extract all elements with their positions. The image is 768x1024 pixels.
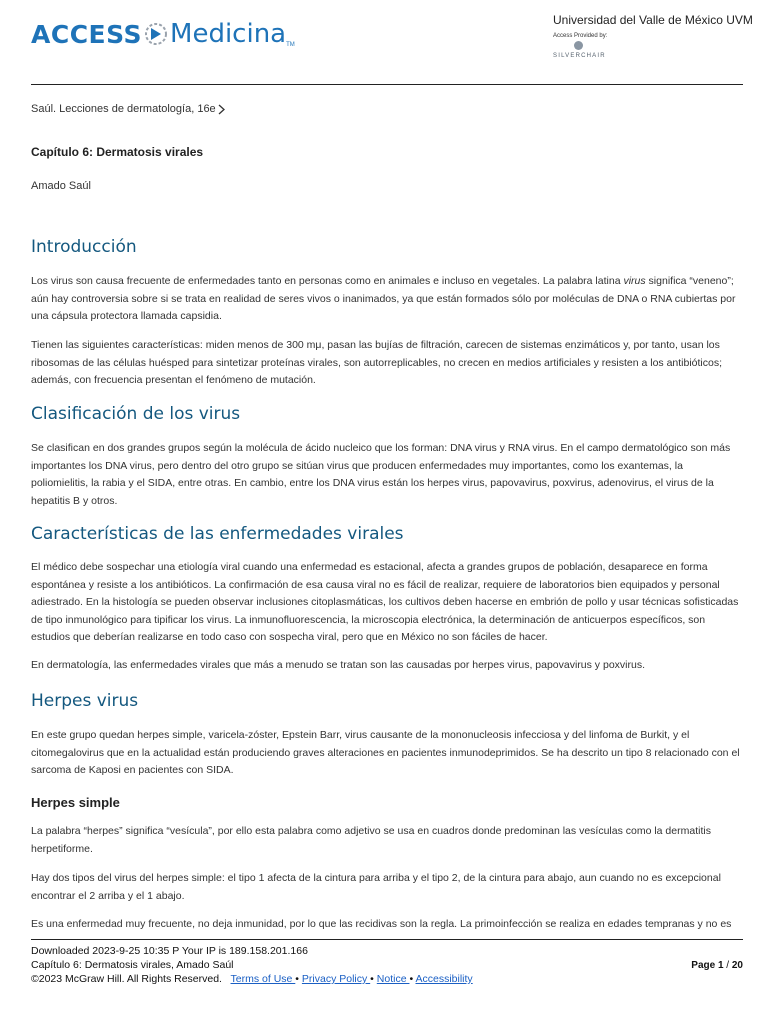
silverchair-globe-icon [574,41,583,50]
access-provided-by-label: Access Provided by: [553,33,608,39]
page-label: Page 1 [691,960,724,971]
accessibility-link[interactable]: Accessibility [415,973,473,985]
page-number [691,960,743,971]
author-name: Amado Saúl [31,180,91,192]
privacy-policy-link[interactable]: Privacy Policy [301,973,371,985]
footer-divider [31,939,743,940]
page-total: 20 [731,960,743,971]
paragraph: Es una enfermedad muy frecuente, no deja inmunidad, por lo que las recidivas son la regla. La primoinfección se realiza en edades tempranas y no es [31,918,732,930]
subsection-heading-herpes-simple: Herpes simple [31,795,120,810]
citation-text: Capítulo 6: Dermatosis virales, Amado Saúl [31,959,234,971]
paragraph: El médico debe sospechar una etiología viral cuando una enfermedad es estacional, afecta a grandes grupos de población, desaparece en forma espontánea y resiste a los antibióticos. La confirmación de esa causa viral no es fácil de realizar, requiere de laboratorios bien equipados y personal adiestrado. En la histología se pueden observar inclusiones citoplasmáticas, los cultivos deben hacerse en embrión de pollo y usar técnicas sofisticadas de tipo inmunológico para tipificar los virus. La inmunofluorescencia, la microscopia electrónica, la determinación de anticuerpos específicos, son estudios que deberían realizarse en todo caso con sospecha viral, pero que en México no son fáciles de hacer. [31,561,739,643]
logo-trademark: TM [286,42,295,48]
logo-access-text: ACCESS [31,19,143,49]
breadcrumb-book-title[interactable]: Saúl. Lecciones de dermatología, 16e [31,103,216,115]
logo-medicina-text: Medicina [170,19,287,49]
paragraph-text: significa “veneno”; aún hay controversia sobre si se trata en realidad de seres vivos o inanimados, ya que están formados sólo por moléculas de DNA o RNA cubiertas por una cápsula protectora llamada capsidia. [31,275,736,322]
bullet-separator: • [295,973,299,985]
paragraph: En dermatología, las enfermedades virales que más a menudo se tratan son las causadas por herpes virus, papovavirus y poxvirus. [31,659,645,671]
section-heading-herpes-virus: Herpes virus [31,691,139,711]
chapter-title: Capítulo 6: Dermatosis virales [31,145,204,159]
paragraph [31,273,743,326]
page-header [0,0,768,85]
section-heading-caracteristicas: Características de las enfermedades virales [31,524,404,544]
paragraph-text: Los virus son causa frecuente de enfermedades tanto en personas como en animales e incluso en vegetales. La palabra latina [31,275,624,287]
bullet-separator: • [409,973,414,985]
header-divider [31,84,743,85]
paragraph: Tienen las siguientes características: miden menos de 300 mμ, pasan las bujías de filtración, carecen de sistemas enzimáticos y, por tanto, usan los ribosomas de las células huésped para sintetizar proteínas virales, son autorreplicables, no crecen en medios artificiales y resisten a los antibióticos; además, con frecuencia presentan el fenómeno de mutación. [31,339,723,386]
paragraph: En este grupo quedan herpes simple, varicela-zóster, Epstein Barr, virus causante de la mononucleosis infecciosa y del linfoma de Burkit, y el citomegalovirus que en la actualidad están produciendo graves alteraciones en pacientes inmunodeprimidos. Se ha descrito un tipo 8 relacionado con el sarcoma de Kaposi en pacientes con SIDA. [31,729,740,776]
silverchair-logo: SILVERCHAIR [553,53,606,59]
download-info: Downloaded 2023-9-25 10:35 P Your IP is 189.158.201.166 [31,945,308,957]
emphasis-text: virus [623,275,646,287]
paragraph: Hay dos tipos del virus del herpes simple: el tipo 1 afecta de la cintura para arriba y el tipo 2, de la cintura para abajo, aun cuando no es excepcional encontrar el 2 arriba y el 1 abajo. [31,872,721,902]
chevron-right-icon [218,104,225,115]
section-heading-introduccion: Introducción [31,237,137,257]
institution-name: Universidad del Valle de México UVM [553,13,753,27]
breadcrumb[interactable] [31,103,225,115]
copyright-line [31,972,743,986]
copyright-text: ©2023 McGraw Hill. All Rights Reserved. [31,973,222,985]
logo-gear-icon [144,22,168,46]
paragraph: Se clasifican en dos grandes grupos según la molécula de ácido nucleico que los forman: DNA virus y RNA virus. En el campo dermatológico son más importantes los DNA virus, pero dentro del otro grupo se sitúan virus que producen enfermedades muy importantes, como los exantemas, la poliomielitis, la rabia y el SIDA, entre otras. En cambio, entre los DNA virus están los herpes virus, papovavirus, poxvirus, adenovirus, el virus de la hepatitis B y otros. [31,442,731,507]
paragraph: La palabra “herpes” significa “vesícula”, por ello esta palabra como adjetivo se usa en cuadros donde predominan las vesículas como la dermatitis herpetiforme. [31,825,711,855]
notice-link[interactable]: Notice [376,973,410,985]
page-footer [31,944,743,986]
page-separator: / [723,960,732,971]
section-heading-clasificacion: Clasificación de los virus [31,404,241,424]
bullet-separator: • [370,973,374,985]
terms-of-use-link[interactable]: Terms of Use [230,973,296,985]
accessmedicina-logo[interactable] [31,14,295,54]
